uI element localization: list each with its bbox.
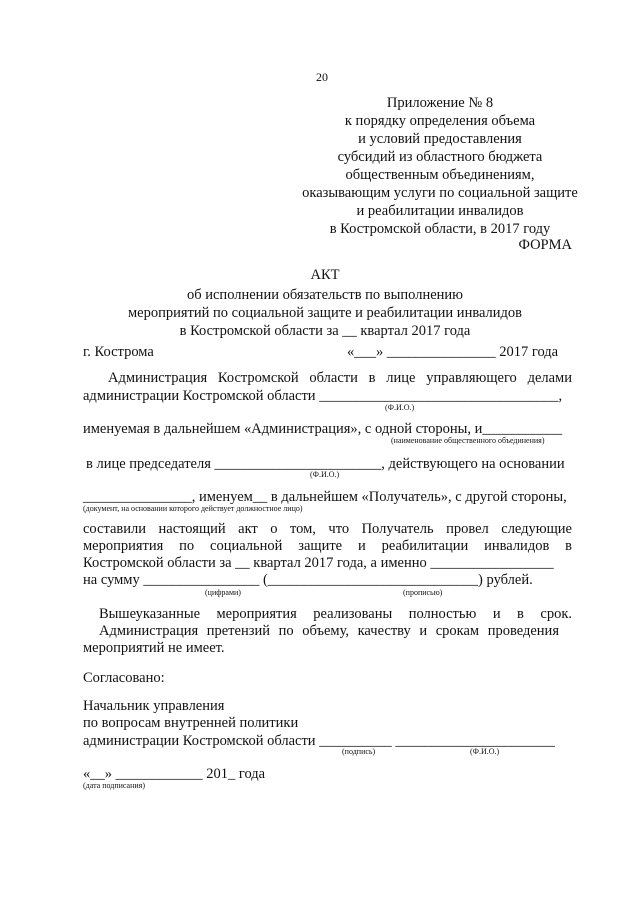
body-line: именуемая в дальнейшем «Администрация», с одной стороны, и___________	[83, 421, 563, 437]
hint-digits: (цифрами)	[205, 588, 241, 597]
appendix-line: и условий предоставления	[358, 131, 522, 147]
signer-line: по вопросам внутренней политики	[83, 715, 299, 731]
appendix-line: общественным объединениям,	[345, 167, 535, 183]
appendix-header	[280, 94, 600, 238]
hint-organization: (наименование общественного объединения)	[391, 436, 545, 445]
body-line: Администрация претензий по объему, качеству и срокам проведения	[99, 623, 559, 639]
appendix-line: Приложение № 8	[386, 95, 494, 111]
appendix-line: субсидий из областного бюджета	[337, 149, 543, 165]
city: г. Кострома	[83, 344, 154, 360]
body-line: мероприятия по социальной защите и реабилитации инвалидов в	[83, 538, 572, 554]
body-line: составили настоящий акт о том, что Получатель провел следующие	[83, 521, 572, 537]
title-line: мероприятий по социальной защите и реабилитации инвалидов	[127, 305, 523, 321]
body-line: мероприятий не имеет.	[83, 640, 225, 656]
signer-line: Начальник управления	[83, 698, 225, 714]
hint-fio: (Ф.И.О.)	[385, 403, 415, 412]
agreed-label: Согласовано:	[83, 670, 165, 686]
hint-signature: (подпись)	[342, 747, 376, 756]
signer-line: администрации Костромской области __________ ______________________	[83, 733, 555, 749]
hint-document: (документ, на основании которого действует должностное лицо)	[83, 504, 303, 513]
body-line: Администрация Костромской области в лице управляющего делами	[108, 370, 572, 386]
hint-fio: (Ф.И.О.)	[310, 470, 340, 479]
appendix-line: к порядку определения объема	[344, 113, 536, 129]
appendix-line: и реабилитации инвалидов	[356, 203, 524, 219]
body-line: Вышеуказанные мероприятия реализованы полностью и в срок.	[99, 606, 572, 622]
title-line: в Костромской области за __ квартал 2017 года	[179, 323, 471, 339]
document-date: «___» _______________ 2017 года	[347, 344, 559, 360]
signing-date: «__» ____________ 201_ года	[83, 766, 266, 782]
appendix-line: оказывающим услуги по социальной защите	[302, 185, 578, 201]
body-line: администрации Костромской области _________________________________,	[83, 388, 563, 404]
hint-fio: (Ф.И.О.)	[470, 747, 500, 756]
body-line: на сумму ________________ (_____________________________) рублей.	[83, 572, 533, 588]
page-number: 20	[316, 70, 328, 84]
body-line: _______________, именуем__ в дальнейшем «Получатель», с другой стороны,	[83, 489, 567, 505]
body-line: Костромской области за __ квартал 2017 года, а именно _________________	[83, 555, 554, 571]
document-title	[80, 266, 570, 340]
form-label: ФОРМА	[518, 237, 572, 253]
appendix-line: в Костромской области, в 2017 году	[329, 221, 551, 237]
title-main: АКТ	[310, 267, 340, 283]
title-line: об исполнении обязательств по выполнению	[186, 287, 464, 303]
body-line: в лице председателя _______________________, действующего на основании	[86, 456, 565, 472]
hint-signing-date: (дата подписания)	[83, 781, 146, 790]
hint-words: (прописью)	[403, 588, 443, 597]
